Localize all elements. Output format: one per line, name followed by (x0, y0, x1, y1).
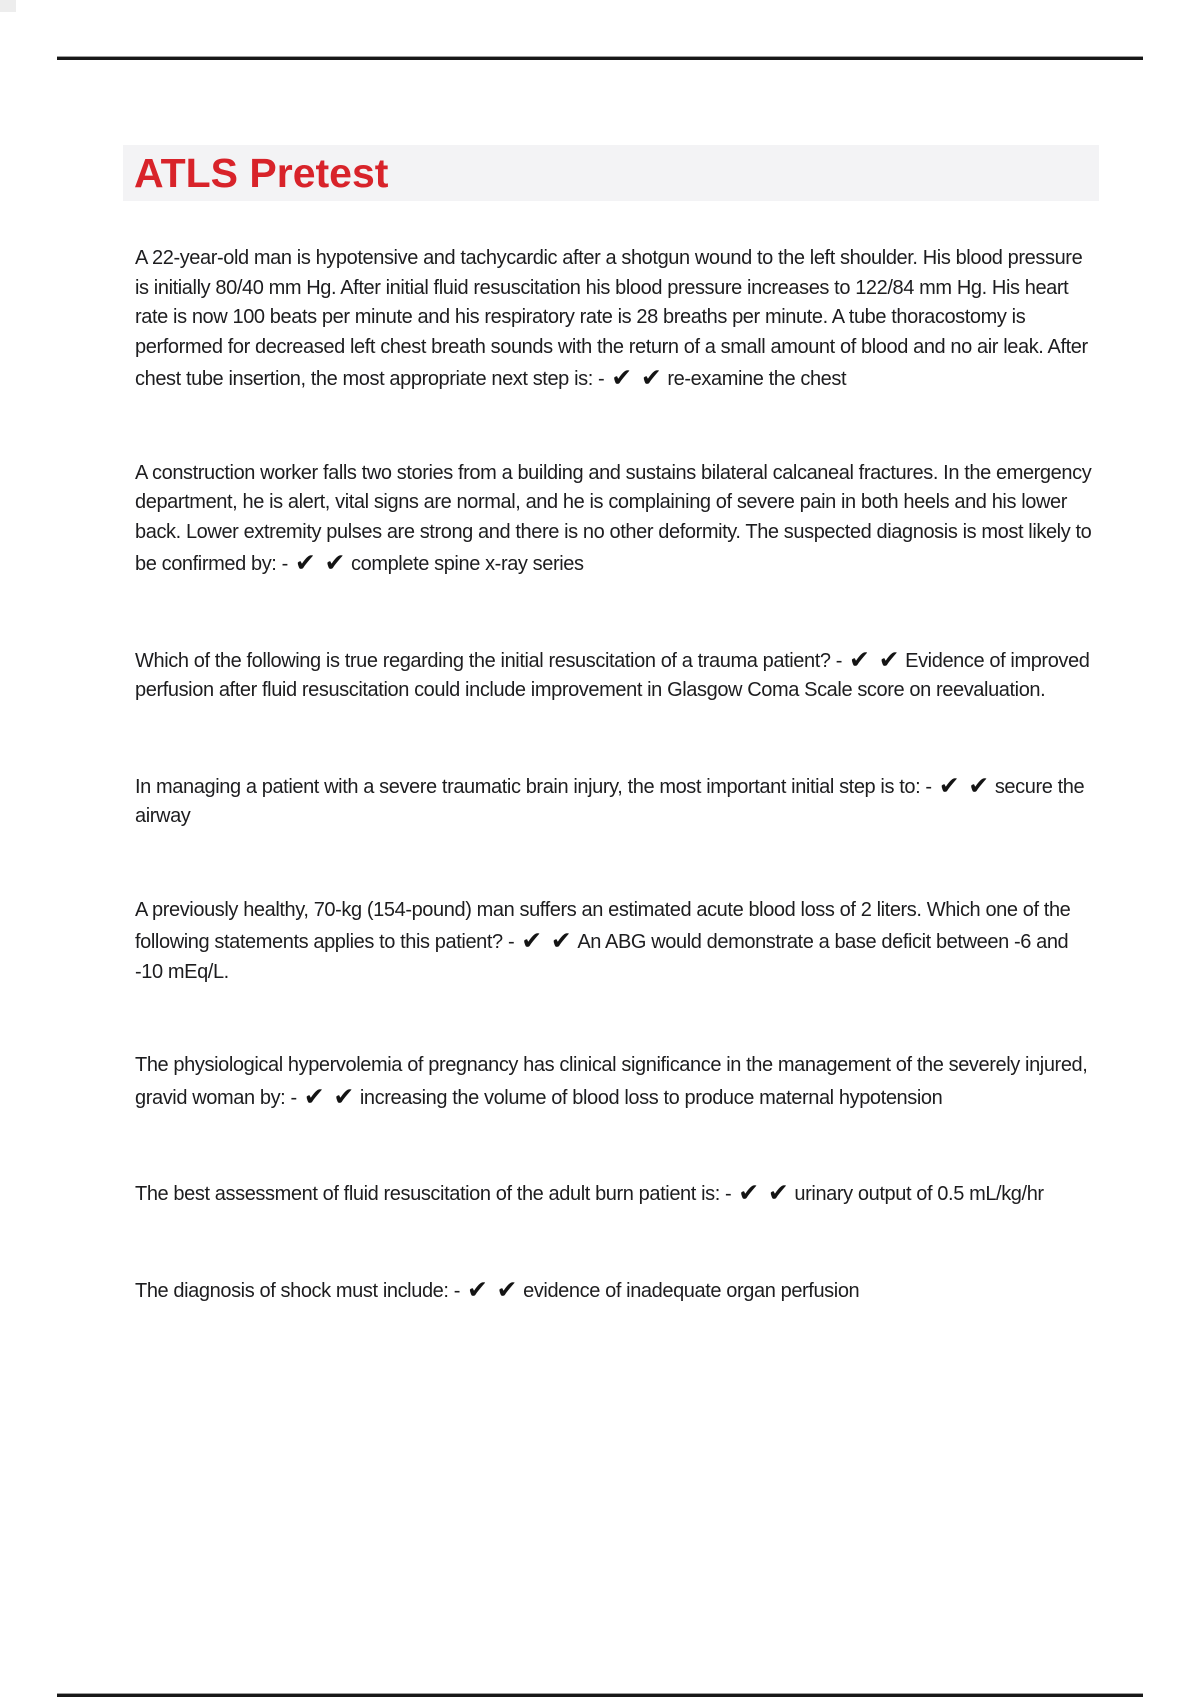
qa-item (135, 644, 1099, 706)
question-text: A previously healthy, 70-kg (154-pound) man suffers an estimated acute blood loss of 2 liters. Which one of the following statements applies to this patient? - (135, 898, 1071, 953)
answer-checkmarks (303, 1081, 354, 1111)
qa-item (135, 1274, 1099, 1307)
answer-checkmarks (611, 363, 662, 392)
check-icon: ✔ (878, 644, 900, 674)
answer-checkmarks (466, 1274, 518, 1304)
title-bar (123, 145, 1099, 201)
document-content (123, 145, 1099, 1370)
qa-list (123, 244, 1099, 1306)
question-text: The diagnosis of shock must include: - (135, 1279, 460, 1302)
scan-corner-artifact (0, 0, 16, 12)
qa-item (135, 896, 1099, 988)
answer-checkmarks (938, 770, 989, 800)
answer-text: re-examine the chest (667, 368, 847, 390)
top-divider-line (57, 56, 1143, 60)
check-icon: ✔ (738, 1178, 759, 1207)
qa-item (135, 1177, 1099, 1210)
check-icon: ✔ (294, 548, 316, 577)
check-icon: ✔ (968, 770, 989, 800)
check-icon: ✔ (550, 926, 572, 955)
answer-checkmarks (294, 548, 345, 577)
check-icon: ✔ (938, 770, 960, 800)
qa-item (135, 244, 1099, 395)
check-icon: ✔ (849, 644, 870, 674)
question-text: In managing a patient with a severe traumatic brain injury, the most important initial step is to: - (135, 775, 932, 798)
question-text: The best assessment of fluid resuscitation of the adult burn patient is: - (135, 1183, 732, 1205)
check-icon: ✔ (466, 1274, 488, 1304)
answer-text: Evidence of improved perfusion after fluid resuscitation could include improvement in Glasgow Coma Scale score on reevaluation. (135, 649, 1090, 701)
check-icon: ✔ (303, 1081, 325, 1111)
question-text: A construction worker falls two stories from a building and sustains bilateral calcaneal fractures. In the emergency department, he is alert, vital signs are normal, and he is complaining of severe pain in both heels and his lower back. Lower extremity pulses are strong and there is no other deformity. The suspected diagnosis is most likely to be confirmed by: - (135, 461, 1092, 575)
check-icon: ✔ (640, 363, 662, 392)
check-icon: ✔ (767, 1178, 789, 1207)
question-text: A 22-year-old man is hypotensive and tachycardic after a shotgun wound to the left shoulder. His blood pressure is initially 80/40 mm Hg. After initial fluid resuscitation his blood pressure increases to 122/84 mm Hg. His heart rate is now 100 beats per minute and his respiratory rate is 28 breaths per minute. A tube thoracostomy is performed for decreased left chest breath sounds with the return of a small amount of blood and no air leak. After chest tube insertion, the most appropriate next step is: - (135, 247, 1088, 390)
qa-item (135, 1051, 1099, 1113)
answer-text: secure the airway (135, 775, 1085, 827)
answer-checkmarks (849, 644, 900, 674)
answer-text: evidence of inadequate organ perfusion (523, 1279, 860, 1302)
qa-item (135, 770, 1099, 832)
bottom-divider-line (57, 1693, 1143, 1697)
answer-text: An ABG would demonstrate a base deficit between -6 and -10 mEq/L. (135, 931, 1069, 983)
check-icon: ✔ (521, 926, 542, 955)
check-icon: ✔ (496, 1274, 518, 1304)
question-text: The physiological hypervolemia of pregnancy has clinical significance in the management of the severely injured, gravid woman by: - (135, 1054, 1088, 1109)
answer-text: urinary output of 0.5 mL/kg/hr (794, 1183, 1044, 1205)
qa-item (135, 459, 1099, 580)
check-icon: ✔ (333, 1081, 354, 1111)
check-icon: ✔ (324, 548, 345, 577)
answer-checkmarks (738, 1178, 789, 1207)
question-text: Which of the following is true regarding the initial resuscitation of a trauma patient? - (135, 649, 843, 672)
answer-text: complete spine x-ray series (351, 553, 584, 575)
answer-checkmarks (521, 926, 572, 955)
page-title: ATLS Pretest (134, 149, 389, 196)
answer-text: increasing the volume of blood loss to produce maternal hypotension (359, 1086, 943, 1109)
check-icon: ✔ (611, 363, 632, 392)
